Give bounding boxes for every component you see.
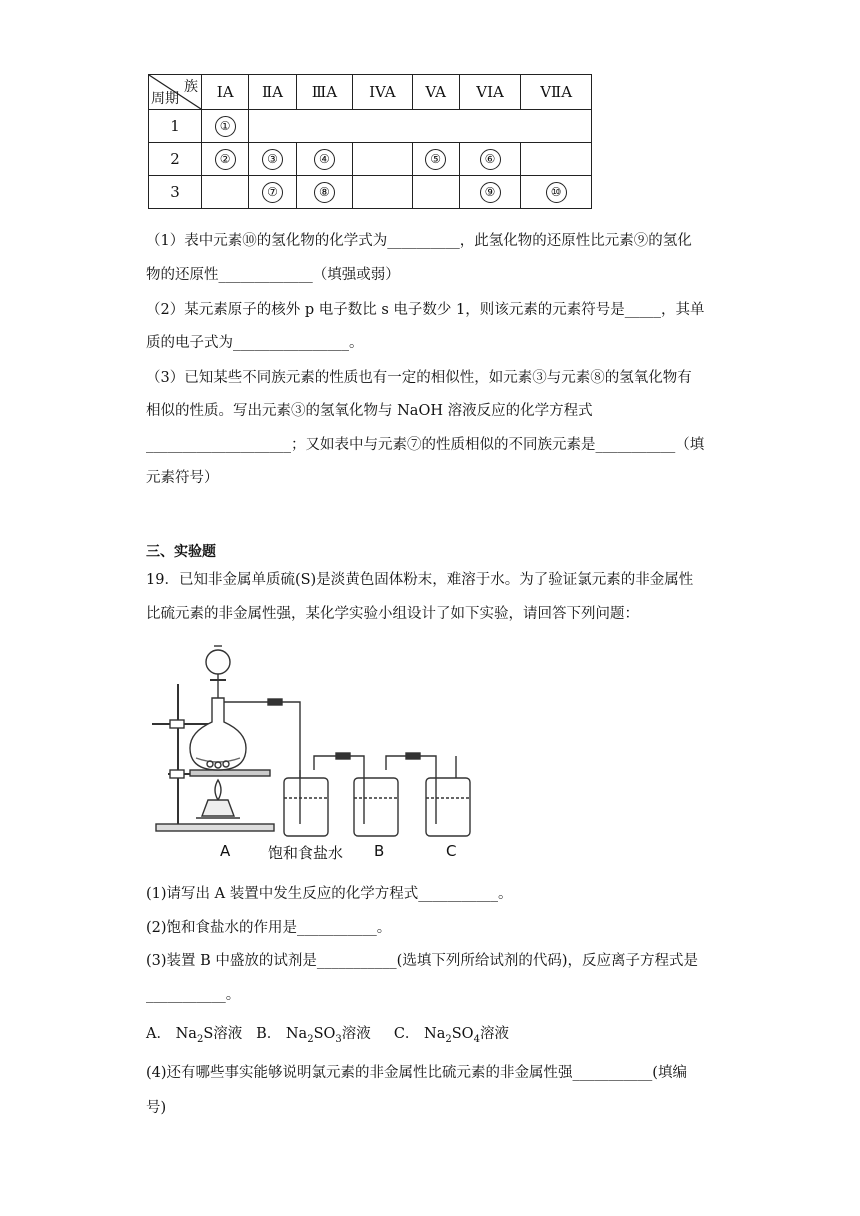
ring-joint (170, 770, 184, 778)
apparatus-figure (150, 640, 490, 874)
q3-line2: 相似的性质。写出元素③的氢氧化物与 NaOH 溶液反应的化学方程式 (146, 403, 593, 419)
stand-base (156, 824, 274, 831)
table-row (149, 110, 592, 143)
element-marker: ④ (314, 149, 335, 170)
clamp-joint (170, 720, 184, 728)
option-a-prefix: A． (146, 1026, 171, 1042)
label-b: B (374, 842, 385, 860)
period-label: 3 (149, 176, 202, 209)
element-cell (412, 143, 459, 176)
empty-cell (202, 176, 249, 209)
option-b-formula: Na (285, 1026, 308, 1042)
option-b-sub: 2 (307, 1033, 314, 1045)
option-b (256, 1026, 375, 1045)
answer-options (146, 1024, 726, 1050)
element-marker: ① (215, 116, 236, 137)
brine-bottle (284, 778, 328, 836)
element-marker: ③ (262, 149, 283, 170)
empty-cell (249, 110, 592, 143)
element-marker: ⑥ (480, 149, 501, 170)
element-cell (249, 143, 296, 176)
q3-line3: ____________________；又如表中与元素⑦的性质相似的不同族元素是___________（填 (146, 437, 705, 453)
group-header: VIA (459, 75, 520, 110)
apparatus-drawing (150, 640, 490, 870)
q1-line2: 物的还原性_____________（填强或弱） (146, 267, 400, 283)
element-cell (296, 143, 353, 176)
q2-line2: 质的电子式为________________。 (146, 335, 364, 351)
periodic-table (148, 74, 592, 209)
element-marker: ⑩ (546, 182, 567, 203)
group-header: ⅢA (296, 75, 353, 110)
tube-connector (268, 699, 282, 705)
sub-question-4-line1: (4)还有哪些事实能够说明氯元素的非金属性比硫元素的非金属性强___________(填编 (146, 1065, 687, 1081)
sub-question-3-line1: (3)装置 B 中盛放的试剂是___________(选填下列所给试剂的代码)，反应离子方程式是 (146, 953, 698, 969)
empty-cell (353, 143, 412, 176)
element-marker: ② (215, 149, 236, 170)
element-cell (202, 110, 249, 143)
element-cell (459, 143, 520, 176)
element-cell (521, 176, 592, 209)
wire-gauze (190, 770, 270, 776)
option-a-formula-tail: S (203, 1026, 214, 1042)
sub-question-1: (1)请写出 A 装置中发生反应的化学方程式___________。 (146, 886, 513, 902)
option-c-formula-mid: SO (451, 1026, 474, 1042)
group-header: VⅡA (521, 75, 592, 110)
sub-question-2: (2)饱和食盐水的作用是___________。 (146, 920, 392, 936)
element-cell (459, 176, 520, 209)
empty-cell (412, 176, 459, 209)
option-b-suffix: 溶液 (341, 1026, 371, 1042)
q3-line1: （3）已知某些不同族元素的性质也有一定的相似性，如元素③与元素⑧的氢氧化物有 (146, 370, 692, 386)
group-header: ⅡA (249, 75, 296, 110)
tube-connector (336, 753, 350, 759)
element-cell (202, 143, 249, 176)
element-marker: ⑧ (314, 182, 335, 203)
bottle-c (426, 778, 470, 836)
section-title: 三、实验题 (146, 544, 216, 560)
element-cell (249, 176, 296, 209)
element-marker: ⑦ (262, 182, 283, 203)
option-a-formula: Na (175, 1026, 197, 1042)
q3-line4: 元素符号） (146, 470, 219, 486)
option-c-sub2: 4 (473, 1033, 480, 1045)
empty-cell (521, 143, 592, 176)
q19-line2: 比硫元素的非金属性强，某化学实验小组设计了如下实验，请回答下列问题： (146, 606, 639, 622)
bottle-b (354, 778, 398, 836)
period-label: 2 (149, 143, 202, 176)
table-row (149, 176, 592, 209)
option-a-sub: 2 (196, 1033, 204, 1045)
tube-connector (406, 753, 420, 759)
option-a-suffix: 溶液 (213, 1026, 243, 1042)
empty-cell (353, 176, 412, 209)
q19-line1: 19．已知非金属单质硫(S)是淡黄色固体粉末，难溶于水。为了验证氯元素的非金属性 (146, 572, 694, 588)
flame (215, 780, 221, 800)
label-brine: 饱和食盐水 (268, 844, 344, 862)
period-label: 1 (149, 110, 202, 143)
option-c (393, 1026, 509, 1045)
option-b-formula-mid: SO (313, 1026, 336, 1042)
element-marker: ⑨ (480, 182, 501, 203)
table-header-row (149, 75, 592, 110)
option-a (146, 1026, 247, 1045)
alcohol-lamp (202, 800, 234, 816)
table-row (149, 143, 592, 176)
group-header: IVA (353, 75, 412, 110)
option-b-sub2: 3 (335, 1033, 342, 1045)
sub-question-4-line2: 号) (146, 1100, 167, 1116)
label-a: A (220, 842, 231, 860)
q1-line1: （1）表中元素⑩的氢化物的化学式为__________，此氢化物的还原性比元素⑨的氢化 (146, 233, 692, 249)
table-corner-cell (149, 75, 202, 110)
corner-period-label: 周期 (151, 91, 179, 107)
option-b-prefix: B． (256, 1026, 282, 1042)
label-c: C (446, 842, 457, 860)
option-c-sub: 2 (445, 1033, 452, 1045)
q2-line1: （2）某元素原子的核外 p 电子数比 s 电子数少 1，则该元素的元素符号是_____，其单 (146, 302, 705, 318)
group-header: IA (202, 75, 249, 110)
option-c-suffix: 溶液 (479, 1026, 509, 1042)
element-marker: ⑤ (425, 149, 446, 170)
sub-question-3-line2: ___________。 (146, 987, 241, 1003)
corner-group-label: 族 (184, 79, 198, 95)
element-cell (296, 176, 353, 209)
option-c-prefix: C． (393, 1026, 420, 1042)
separatory-funnel (206, 650, 230, 674)
option-c-formula: Na (424, 1026, 446, 1042)
group-header: VA (412, 75, 459, 110)
